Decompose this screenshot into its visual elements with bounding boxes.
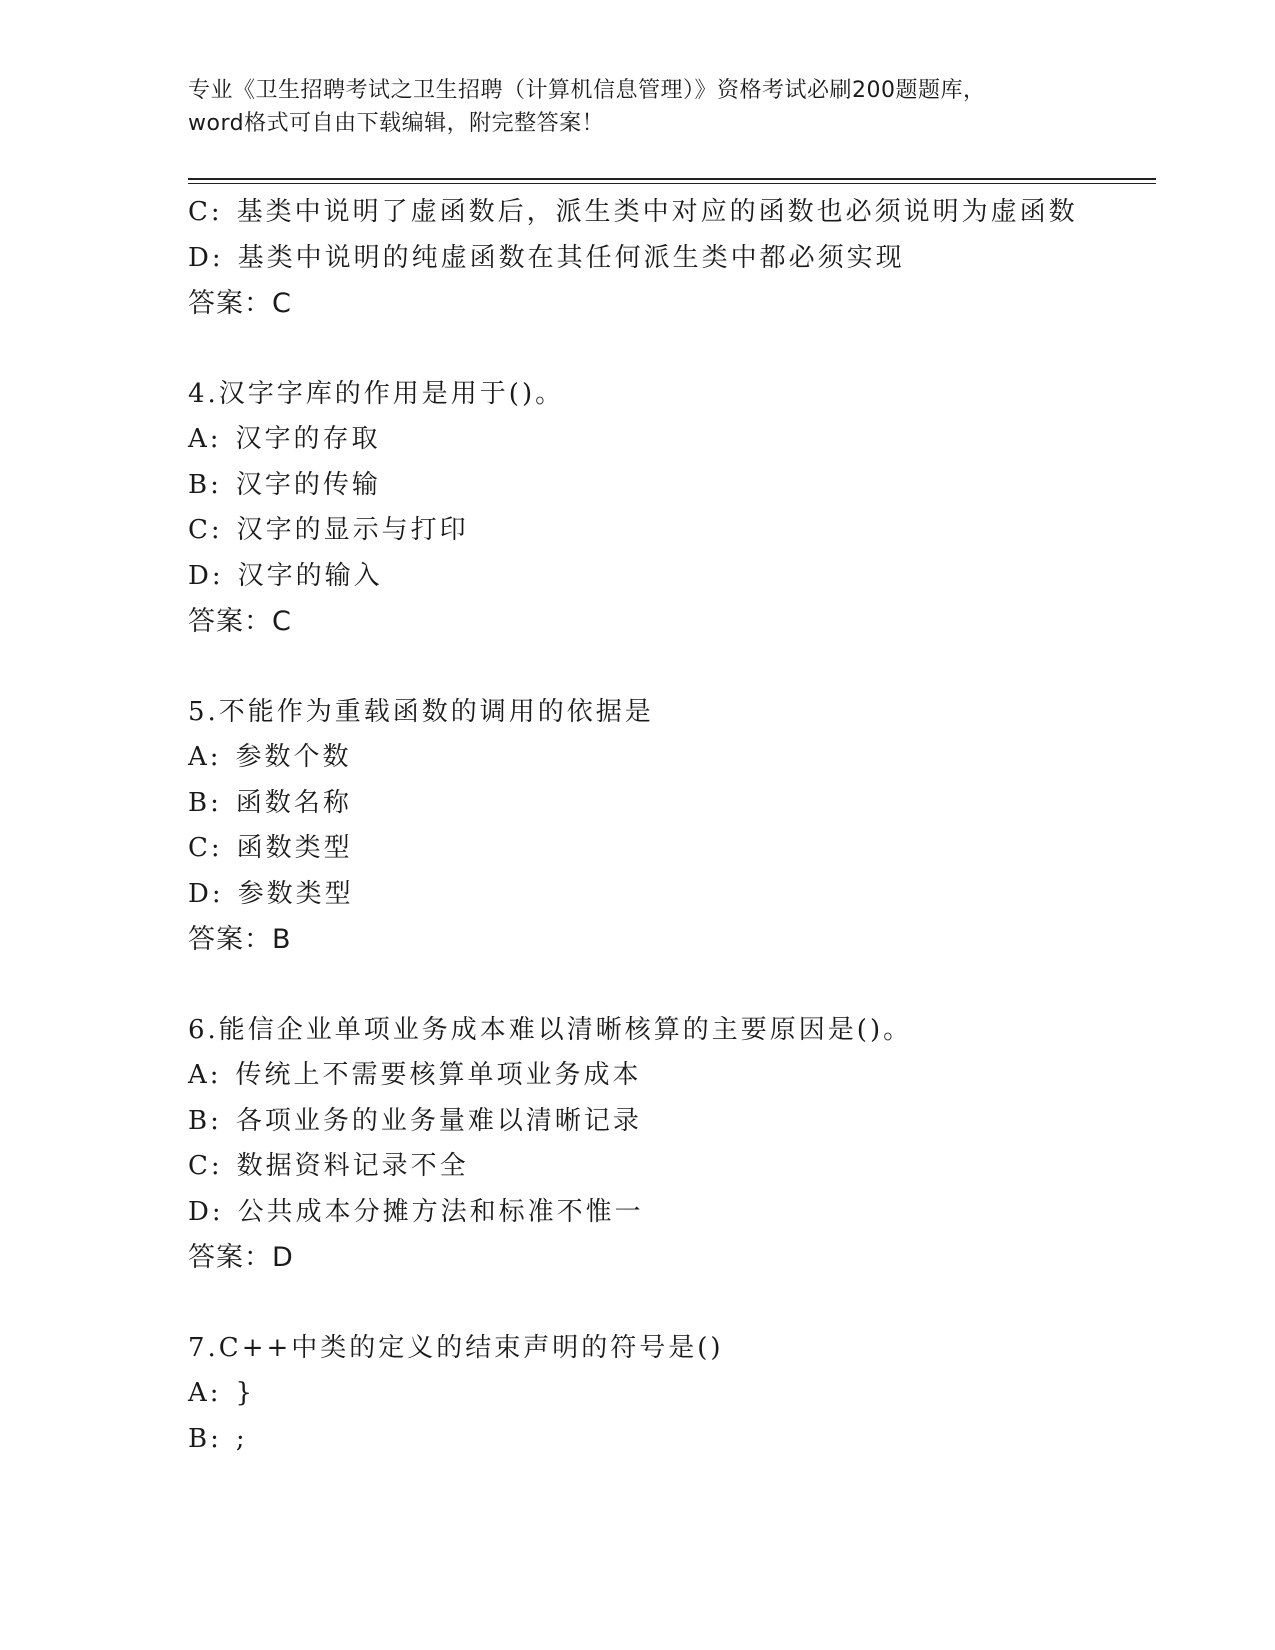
option-key: B: — [188, 787, 222, 818]
option-key: A: — [188, 742, 222, 772]
option-b — [188, 463, 1156, 509]
option-text: 基类中说明的纯虚函数在其任何派生类中都必须实现 — [237, 242, 905, 273]
option-d — [188, 554, 1156, 600]
option-text: 数据资料记录不全 — [236, 1151, 469, 1181]
option-key: C: — [188, 197, 223, 227]
option-a — [188, 1371, 1156, 1417]
option-c — [188, 1144, 1156, 1190]
option-text: 基类中说明了虚函数后，派生类中对应的函数也必须说明为虚函数 — [236, 197, 1078, 227]
option-text: 各项业务的业务量难以清晰记录 — [235, 1105, 642, 1136]
option-b — [188, 781, 1156, 827]
document-header — [188, 74, 1088, 140]
option-c — [188, 826, 1156, 872]
option-b — [188, 1417, 1156, 1463]
option-key: D: — [188, 1196, 224, 1227]
option-a — [188, 735, 1156, 781]
option-key: B: — [188, 1105, 222, 1136]
option-text: 参数类型 — [237, 878, 354, 909]
question-7 — [188, 1326, 1156, 1463]
answer-line: 答案：C — [188, 288, 292, 319]
option-c — [188, 190, 1156, 236]
option-key: B: — [188, 1423, 222, 1454]
option-key: B: — [188, 469, 222, 500]
option-a — [188, 417, 1156, 463]
option-key: C: — [188, 515, 223, 545]
option-key: C: — [188, 833, 223, 863]
option-key: A: — [188, 1378, 222, 1408]
answer-line: 答案：C — [188, 606, 292, 637]
option-text: 汉字的传输 — [235, 469, 381, 500]
question-6 — [188, 1008, 1156, 1281]
option-d — [188, 1190, 1156, 1236]
option-key: D: — [188, 878, 224, 909]
option-key: A: — [188, 424, 222, 454]
question-stem: 6.能信企业单项业务成本难以清晰核算的主要原因是()。 — [188, 1014, 913, 1045]
option-b — [188, 1099, 1156, 1145]
header-line-2: word格式可自由下载编辑，附完整答案！ — [188, 111, 605, 136]
question-5 — [188, 690, 1156, 963]
option-key: C: — [188, 1151, 223, 1181]
question-list — [188, 190, 1156, 1462]
question-4 — [188, 372, 1156, 645]
answer-line: 答案：B — [188, 924, 292, 955]
option-text: 传统上不需要核算单项业务成本 — [235, 1060, 642, 1090]
option-text: 函数类型 — [236, 833, 353, 863]
option-a — [188, 1053, 1156, 1099]
question-stem: 4.汉字字库的作用是用于()。 — [188, 378, 565, 409]
option-text: 汉字的输入 — [237, 560, 383, 591]
option-key: A: — [188, 1060, 222, 1090]
header-line-1: 专业《卫生招聘考试之卫生招聘（计算机信息管理）》资格考试必刷200题题库， — [188, 78, 986, 103]
question-3-tail — [188, 190, 1156, 327]
option-text: 汉字的存取 — [235, 424, 381, 454]
option-key: D: — [188, 560, 224, 591]
question-stem: 5.不能作为重载函数的调用的依据是 — [188, 696, 654, 727]
option-text: 函数名称 — [235, 787, 352, 818]
option-key: D: — [188, 242, 224, 273]
answer-line: 答案：D — [188, 1242, 294, 1273]
option-d — [188, 236, 1156, 282]
option-text: 参数个数 — [235, 742, 352, 772]
option-text: } — [235, 1378, 256, 1408]
option-d — [188, 872, 1156, 918]
question-stem: 7.C++中类的定义的结束声明的符号是() — [188, 1332, 724, 1363]
option-text: 公共成本分摊方法和标准不惟一 — [237, 1196, 644, 1227]
option-c — [188, 508, 1156, 554]
option-text: 汉字的显示与打印 — [236, 515, 469, 545]
option-text: ; — [235, 1423, 248, 1454]
header-divider — [188, 178, 1156, 184]
